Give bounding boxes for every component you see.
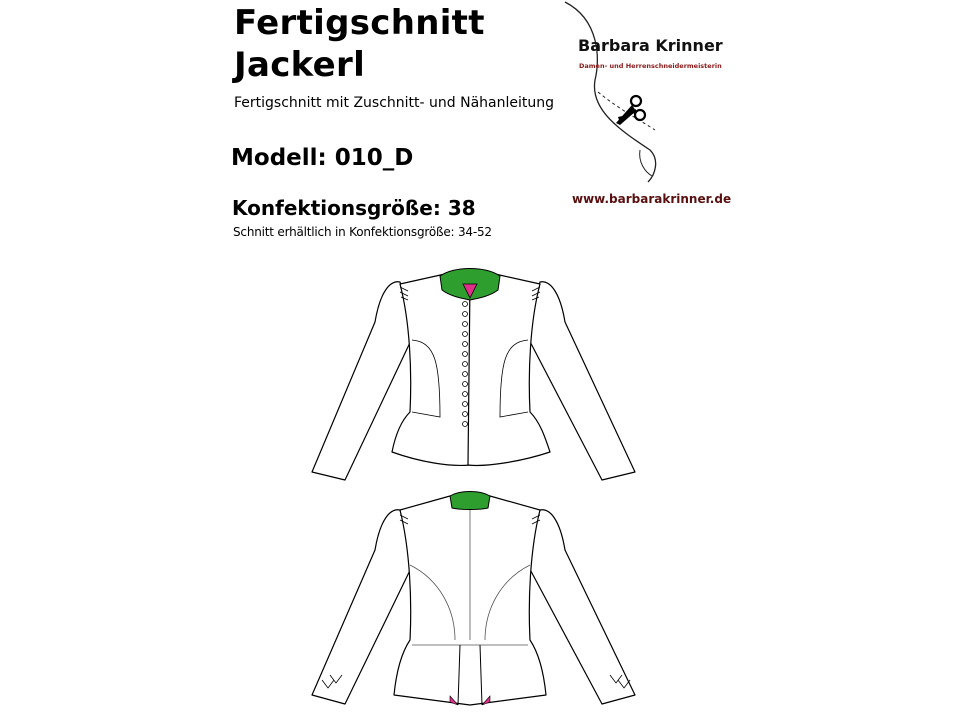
scissors-icon [616,96,645,125]
pattern-subtitle: Fertigschnitt mit Zuschnitt- und Nähanleitung [234,95,554,111]
brand-website[interactable]: www.barbarakrinner.de [572,192,732,206]
jacket-front-drawing [300,262,660,482]
model-number: Modell: 010_D [231,145,414,171]
back-collar [450,492,490,510]
brand-name: Barbara Krinner [578,36,723,55]
jacket-back-drawing [300,490,660,720]
brand-logo [560,0,700,200]
garment-size: Konfektionsgröße: 38 [232,196,476,220]
size-availability: Schnitt erhältlich in Konfektionsgröße: 34-52 [233,225,492,239]
brand-tagline: Damen- und Herrenschneidermeisterin [579,62,722,70]
jacket-body [392,274,470,465]
pattern-title: Fertigschnitt Jackerl [234,3,485,85]
